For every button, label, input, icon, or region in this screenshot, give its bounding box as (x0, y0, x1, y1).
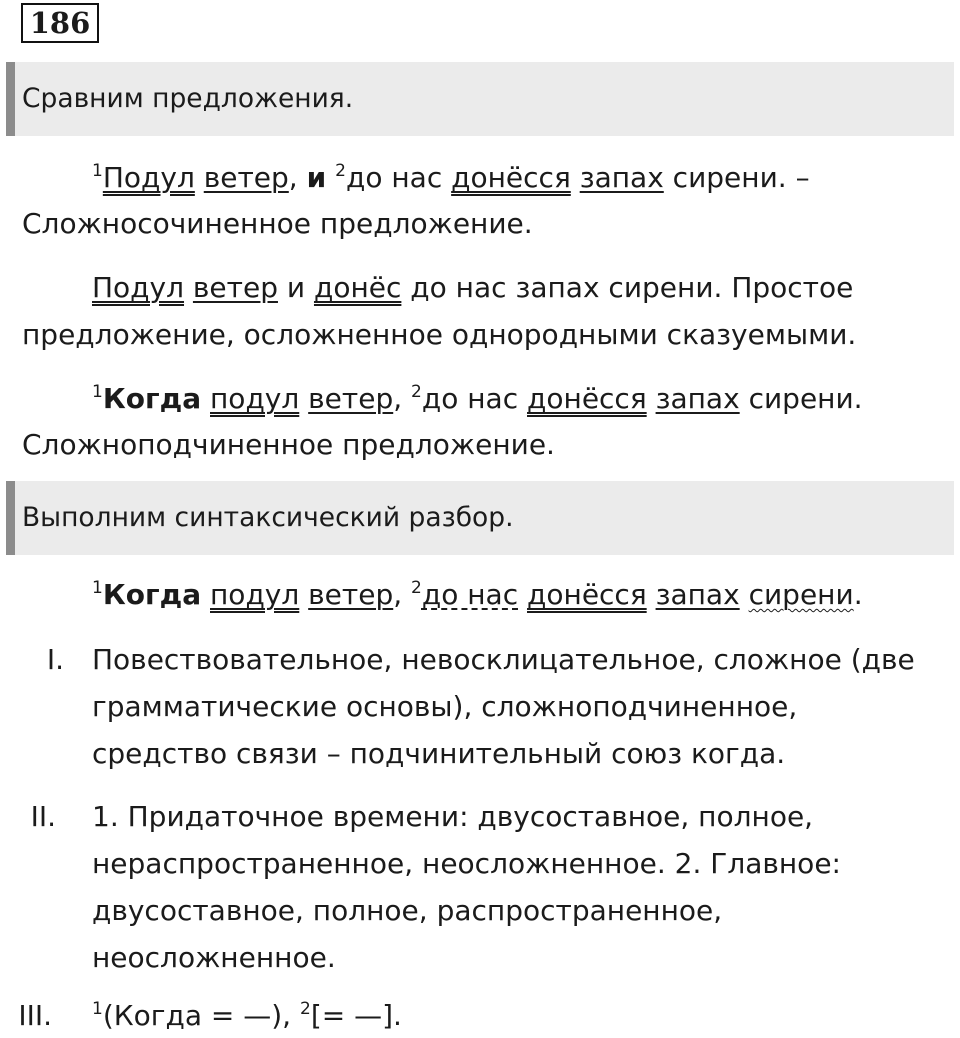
item-2-line-4: неосложненное. (92, 941, 336, 974)
predicate: донёс (313, 271, 402, 304)
section-heading-parse: Выполним синтаксический разбор. (6, 481, 954, 555)
predicate: Подул (92, 271, 185, 304)
sentence-1-line-1: $^1$Подул ветер, и $^2$до нас донёсся запах сирени. – (92, 161, 810, 194)
predicate: донёсся (527, 382, 647, 415)
sentence-scheme: $^1$(Когда = —), $^2$[= —]. (92, 999, 402, 1032)
item-numeral: II. (30, 800, 56, 833)
subject: запах (579, 161, 664, 194)
item-2-line-1: 1. Придаточное времени: двусоставное, полное, (92, 800, 814, 833)
item-2-line-2: нераспространенное, неосложненное. 2. Главное: (92, 847, 841, 880)
section-heading-compare: Сравним предложения. (6, 62, 954, 136)
clause-number: 1 (92, 999, 103, 1019)
predicate: донёсся (451, 161, 571, 194)
item-1-line-3: средство связи – подчинительный союз когда. (92, 737, 786, 770)
clause-number: 1 (92, 161, 103, 181)
predicate: подул (210, 578, 300, 611)
clause-number: 1 (92, 578, 103, 598)
conjunction: и (306, 161, 327, 194)
subject: ветер (308, 578, 394, 611)
predicate: донёсся (527, 578, 647, 611)
predicate: подул (210, 382, 300, 415)
clause-number: 2 (299, 999, 311, 1019)
adverbial: до нас (421, 578, 519, 611)
sentence-3-line-2: Сложноподчиненное предложение. (22, 428, 555, 461)
sentence-1-line-2: Сложносочиненное предложение. (22, 207, 533, 240)
parsed-sentence: $^1$Когда подул ветер, $^2$до нас донёсся запах сирени. (92, 578, 863, 611)
item-1-line-2: грамматические основы), сложноподчиненное, (92, 690, 798, 723)
attribute: сирени (748, 578, 854, 611)
sentence-3-line-1: $^1$Когда подул ветер, $^2$до нас донёсся запах сирени. (92, 382, 863, 415)
sentence-2-line-1: Подул ветер и донёс до нас запах сирени. Простое (92, 271, 854, 304)
item-numeral: I. (46, 643, 64, 676)
item-1-line-1: Повествовательное, невосклицательное, сложное (две (92, 643, 915, 676)
clause-number: 2 (335, 161, 346, 181)
clause-number: 2 (411, 382, 422, 402)
conjunction: Когда (102, 382, 202, 415)
item-numeral: III. (18, 999, 52, 1032)
subject: ветер (192, 271, 278, 304)
subject: ветер (203, 161, 289, 194)
task-number: 186 (21, 3, 99, 43)
item-2-line-3: двусоставное, полное, распространенное, (92, 894, 723, 927)
clause-number: 2 (411, 578, 422, 598)
conjunction: Когда (102, 578, 202, 611)
clause-number: 1 (92, 382, 103, 402)
subject: ветер (308, 382, 394, 415)
subject: запах (655, 382, 740, 415)
predicate: Подул (102, 161, 195, 194)
subject: запах (655, 578, 740, 611)
sentence-2-line-2: предложение, осложненное однородными сказуемыми. (22, 318, 857, 351)
